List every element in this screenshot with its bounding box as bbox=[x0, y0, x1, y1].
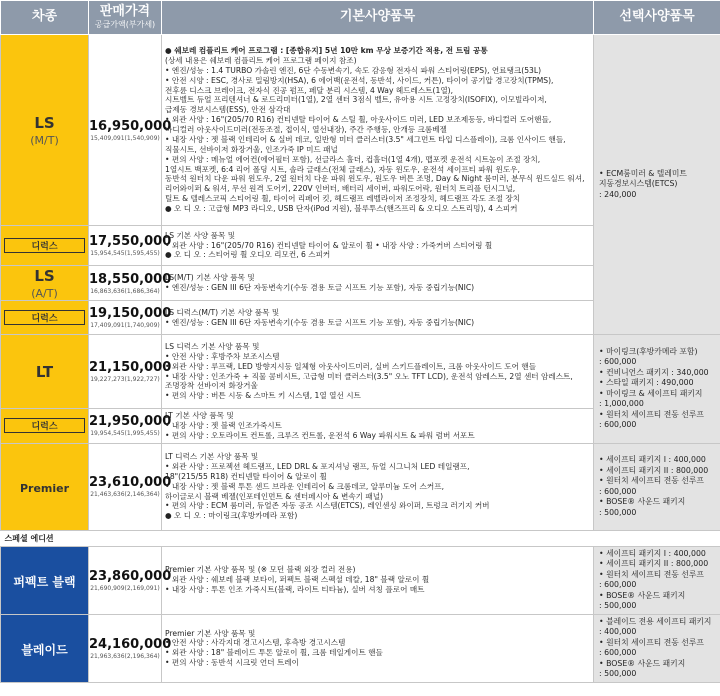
spec-line: • 내장 사양 : 투톤 인조 가죽시트(블랙, 라이트 티타늄), 실버 셔칭 플로어 매트 bbox=[165, 585, 425, 595]
option-line: : 600,000 bbox=[599, 420, 637, 430]
price-value: 21,950,000 bbox=[89, 414, 172, 430]
section-label: 스페셜 에디션 bbox=[1, 530, 720, 546]
option-line: : 600,000 bbox=[599, 486, 637, 496]
spec-line: 틸트 & 텔레스코픽 스티어링 휠, 타이어 리페어 킷, 헤드램프 레벨라이저 조정장치, 헤드램프 각도 조절 장치 bbox=[165, 194, 521, 204]
option-line: • ECM룸미러 & 텔레미트 bbox=[599, 168, 687, 178]
basic-spec-cell bbox=[162, 614, 594, 682]
option-line: • 원터치 세이프티 전동 선루프 bbox=[599, 476, 704, 486]
option-line: : 500,000 bbox=[599, 669, 637, 679]
model-cell bbox=[1, 546, 89, 614]
price-supply: 15,409,091(1,540,909) bbox=[90, 134, 160, 142]
spec-line: LS(M/T) 기본 사양 품목 및 bbox=[165, 273, 255, 283]
option-line: • 마이링크 & 세이프티 패키지 bbox=[599, 388, 703, 398]
spec-line: • 외관 사양 : 쉐보레 블랙 보타이, 퍼펙트 블랙 스펙셜 데칼, 18" 블랙 알로이 휠 bbox=[165, 575, 430, 585]
price-value: 19,150,000 bbox=[89, 306, 172, 321]
model-cell bbox=[1, 614, 89, 682]
price-supply: 19,954,545(1,995,455) bbox=[90, 430, 160, 438]
spec-line: • 엔진/성능 : 1.4 TURBO 가솔린 엔진, 6단 수동변속기, 속도 감응형 전자식 파워 스티어링(EPS), 연료탱크(53L) bbox=[165, 65, 542, 75]
basic-spec-cell bbox=[162, 301, 594, 335]
option-line: • BOSE® 사운드 패키지 bbox=[599, 590, 686, 600]
spec-line: • 편의 사양 : 동반석 시크릿 언더 트레이 bbox=[165, 658, 299, 668]
spec-line: • 편의 사양 : ECM 룸미러, 듀얼존 자동 공조 시스템(ETCS), 레인센싱 와이퍼, 트렁크 러기지 커버 bbox=[165, 501, 490, 511]
option-line: • 스타일 패키지 : 490,000 bbox=[599, 378, 694, 388]
spec-line: • 내장 사양 : 젯 블랙 인조가죽시트 bbox=[165, 420, 282, 430]
model-cell bbox=[1, 35, 89, 226]
option-cell bbox=[594, 335, 720, 444]
basic-spec-cell bbox=[162, 35, 594, 226]
spec-line: • 편의 사양 : 버튼 시동 & 스마트 키 시스템, 1열 열선 시트 bbox=[165, 391, 361, 401]
option-line: : 600,000 bbox=[599, 357, 637, 367]
option-line: 지동경보시스템(ETCS) bbox=[599, 179, 678, 189]
spec-line: 리어와이퍼 & 워셔, 무선 원격 도어키, 220V 인버터, 배터리 세이버, 파워도어락, 원터치 트리플 턴시그널, bbox=[165, 184, 516, 194]
price-cell bbox=[89, 266, 172, 301]
option-line: : 240,000 bbox=[599, 189, 637, 199]
spec-line: • 외관 사양 : 16"(205/70 R16) 컨티넨탈 타이어 & 알로이 휠 • 내장 사양 : 가죽커버 스티어링 휠 bbox=[165, 240, 493, 250]
spec-line: LS 디럭스 기본 사양 품목 및 bbox=[165, 341, 260, 351]
spec-line: LT 디럭스 기본 사양 품목 및 bbox=[165, 452, 259, 462]
spec-line: • 편의 사양 : 오토라이트 컨트롤, 크루즈 컨트롤, 운전석 6 Way 파워시트 & 파워 럼버 서포트 bbox=[165, 430, 475, 440]
header-price: 판매가격 공급가액(부가세) bbox=[89, 1, 162, 35]
spec-line: 시트벨트 듀얼 프리텐셔너 & 로드리미터(1열), 2열 센터 3점식 벨트, 유아용 시트 고정장치(ISOFIX), 이모빌라이저, bbox=[165, 95, 547, 105]
option-line: • 세이프티 패키지 I : 400,000 bbox=[599, 455, 706, 465]
price-cell bbox=[89, 614, 172, 682]
spec-line: 바디컬러 아웃사이드미러(전동조절, 접이식, 열선내장), 주간 주행등, 안개등 크롬베젤 bbox=[165, 125, 447, 135]
option-cell bbox=[594, 546, 720, 614]
option-line: • 블레이드 전용 세이프티 패키지 bbox=[599, 616, 712, 626]
price-value: 18,550,000 bbox=[89, 271, 172, 287]
option-line: • 원터치 세이프티 전동 선루프 bbox=[599, 569, 704, 579]
price-supply: 21,963,636(2,196,364) bbox=[90, 652, 160, 660]
spec-line: Premier 기본 사양 품목 및 bbox=[165, 628, 256, 638]
option-line: • 세이프티 패키지 II : 800,000 bbox=[599, 465, 709, 475]
price-value: 23,860,000 bbox=[89, 568, 172, 584]
price-cell bbox=[89, 409, 172, 444]
model-name: LS bbox=[34, 267, 55, 285]
basic-spec-cell bbox=[162, 335, 594, 409]
option-line: : 1,000,000 bbox=[599, 399, 644, 409]
price-value: 16,950,000 bbox=[89, 118, 172, 134]
spec-line: 1열시트 백포켓, 6:4 리어 폴딩 시트, 솔라 글래스(전체 글래스), 자동 윈도우, 운전석 세이프티 파워 윈도우, bbox=[165, 164, 520, 174]
model-cell bbox=[1, 409, 89, 444]
table-row bbox=[1, 443, 720, 530]
spec-line: 직물시트, 선바이저 화장거울, 인조가죽 IP 미드 패널 bbox=[165, 144, 338, 154]
model-name: 디럭스 bbox=[4, 310, 85, 325]
basic-spec-cell bbox=[162, 266, 594, 301]
spec-line: • 외관 사양 : 루프랙, LED 방향지시등 일체형 아웃사이드미러, 실버 스키드플레이트, 크롬 아웃사이드 도어 핸들 bbox=[165, 361, 537, 371]
option-line: • BOSE® 사운드 패키지 bbox=[599, 497, 686, 507]
basic-spec-cell bbox=[162, 443, 594, 530]
spec-line: • 외관 사양 : 16"(205/70 R16) 컨티넨탈 타이어 & 스틸 휠, 아웃사이드 미러, LED 보조제동등, 바디컬러 도어핸들, bbox=[165, 115, 552, 125]
model-transmission: (A/T) bbox=[31, 287, 58, 300]
spec-line: ● 오 디 오 : 마이링크(후방카메라 포함) bbox=[165, 511, 298, 521]
basic-spec-cell bbox=[162, 409, 594, 444]
table-row bbox=[1, 35, 720, 226]
model-cell bbox=[1, 443, 89, 530]
spec-line: ● 오 디 오 : 고급형 MP3 라디오, USB 단자(iPod 지원), 블루투스(핸즈프리 & 오디오 스트리밍), 4 스피커 bbox=[165, 203, 518, 213]
spec-line: • 안전 사양 : 후방주차 보조시스템 bbox=[165, 351, 280, 361]
price-supply: 15,954,545(1,595,455) bbox=[90, 250, 160, 257]
price-supply: 19,227,273(1,922,727) bbox=[90, 376, 160, 383]
spec-line: 18"(215/55 R18) 컨티넨탈 타이어 & 알로이 휠 bbox=[165, 471, 327, 481]
spec-line: • 엔진/성능 : GEN III 6단 자동변속기(수동 겸용 토글 시프트 기능 포함), 자동 중립기능(NIC) bbox=[165, 317, 475, 327]
price-cell bbox=[89, 226, 172, 266]
option-line: : 400,000 bbox=[599, 627, 637, 637]
spec-line: • 내장 사양 : 인조가죽 + 직물 콤비시트, 고급형 미터 클러스터(3.5" 오노 TFT LCD), 운전석 암레스트, 2열 센터 암레스트, bbox=[165, 371, 573, 381]
spec-line: 조명장착 선바이저 화장거울 bbox=[165, 381, 258, 391]
price-supply: 21,690,909(2,169,091) bbox=[90, 584, 160, 592]
option-line: • 마이링크(후방카메라 포함) bbox=[599, 346, 698, 356]
option-line: • 세이프티 패키지 I : 400,000 bbox=[599, 548, 706, 558]
model-name: 디럭스 bbox=[4, 238, 85, 253]
price-cell bbox=[89, 35, 172, 226]
price-value: 23,610,000 bbox=[89, 475, 172, 491]
option-line: : 600,000 bbox=[599, 648, 637, 658]
option-line: • 원터치 세이프티 전동 선루프 bbox=[599, 637, 704, 647]
spec-line: • 외관 사양 : 18" 블레이드 투톤 알로이 휠, 크롬 테일게이트 핸들 bbox=[165, 648, 383, 658]
option-line: : 500,000 bbox=[599, 507, 637, 517]
spec-line: • 내장 사양 : 젯 블랙 투톤 센드 브라운 인테리어 & 크롬데코, 알루미늄 도어 스커프, bbox=[165, 481, 444, 491]
table-row bbox=[1, 335, 720, 409]
model-cell bbox=[1, 266, 89, 301]
model-name: 블레이드 bbox=[21, 642, 68, 657]
price-supply: 16,863,636(1,686,364) bbox=[90, 287, 160, 295]
spec-line: ● 쉐보레 컴플리트 케어 프로그램 : [종합유지] 5년 10만 km 무상 보증기간 적용, 전 트림 공통 bbox=[165, 46, 488, 56]
header-model: 차종 bbox=[1, 1, 89, 35]
price-value: 17,550,000 bbox=[89, 234, 172, 249]
spec-line: 동반석 원터치 다운 파워 윈도우, 2열 원터치 다운 파워 윈도우, 원도우 버튼 조명, Day & Night 룸미러, 분무식 윈드실드 워셔, bbox=[165, 174, 585, 184]
price-value: 21,150,000 bbox=[89, 360, 172, 375]
spec-line: 급제동 경보시스템(ESS), 안전 삼각대 bbox=[165, 105, 291, 115]
price-cell bbox=[89, 546, 172, 614]
option-line: : 500,000 bbox=[599, 601, 637, 611]
option-line: • 원터치 세이프티 전동 선루프 bbox=[599, 409, 704, 419]
price-supply: 17,409,091(1,740,909) bbox=[90, 322, 160, 329]
price-cell bbox=[89, 443, 172, 530]
table-row bbox=[1, 546, 720, 614]
model-name: LT bbox=[35, 363, 54, 381]
option-line: : 600,000 bbox=[599, 580, 637, 590]
price-cell bbox=[89, 301, 172, 335]
model-name: 디럭스 bbox=[4, 418, 85, 433]
spec-line: ● 오 디 오 : 스티어링 휠 오디오 리모컨, 6 스피커 bbox=[165, 250, 331, 260]
price-cell bbox=[89, 335, 172, 409]
option-line: • 세이프티 패키지 II : 800,000 bbox=[599, 559, 709, 569]
basic-spec-cell bbox=[162, 546, 594, 614]
header-basic: 기본사양품목 bbox=[162, 1, 594, 35]
option-cell bbox=[594, 614, 720, 682]
spec-line: • 편의 사양 : 메뉴얼 에어컨(에어필터 포함), 선글라스 홀더, 컵홀더(1열 4개), 맵포켓 운전석 시트높이 조절 장치, bbox=[165, 154, 541, 164]
spec-line: • 안전 시양 : ESC, 경사로 밀림방지(HSA), 6 에어백(운전석, 동반석, 사이드, 커튼), 타이어 공기압 경고장치(TPMS), bbox=[165, 75, 554, 85]
spec-line: • 엔진/성능 : GEN III 6단 자동변속기(수동 겸용 토글 시프트 기능 포함), 자동 중립기능(NIC) bbox=[165, 283, 475, 292]
spec-line: LT 기본 사양 품목 및 bbox=[165, 411, 234, 420]
option-line: • BOSE® 사운드 패키지 bbox=[599, 658, 686, 668]
option-line: • 컨비니언스 패키지 : 340,000 bbox=[599, 367, 709, 377]
price-value: 24,160,000 bbox=[89, 636, 172, 652]
header-option: 선택사양품목 bbox=[594, 1, 720, 35]
table-row bbox=[1, 614, 720, 682]
model-name: Premier bbox=[19, 482, 70, 496]
spec-line: LS 기본 사양 품목 및 bbox=[165, 230, 236, 240]
spec-line: • 내장 사양 : 젯 블랙 인테리어 & 실버 데코, 일반형 미터 클러스터(3.5" 세그먼트 타입 디스플레이), 크롬 인사이드 핸들, bbox=[165, 134, 566, 144]
model-name: LS bbox=[34, 114, 55, 132]
model-cell bbox=[1, 226, 89, 266]
model-name: 퍼펙트 블랙 bbox=[13, 574, 76, 589]
spec-line: (상세 내용은 쉐보레 컴플리트 케어 프로그램 페이지 참조) bbox=[165, 56, 357, 66]
spec-line: 전후륜 디스크 브레이크, 전자식 진공 펌프, 페달 분리 시스템, 4 Way 헤드레스트(1열), bbox=[165, 85, 454, 95]
spec-line: Premier 기본 사양 품목 및 (※ 모던 블랙 외장 컬러 전용) bbox=[165, 565, 356, 575]
spec-line: • 외관 사양 : 프로젝션 헤드램프, LED DRL & 포지셔닝 램프, 듀얼 시그니처 LED 테일램프, bbox=[165, 461, 470, 471]
basic-spec-cell bbox=[162, 226, 594, 266]
model-transmission: (M/T) bbox=[30, 134, 59, 147]
option-cell bbox=[594, 443, 720, 530]
spec-line: LS 디럭스(M/T) 기본 사양 품목 및 bbox=[165, 307, 280, 317]
model-cell bbox=[1, 335, 89, 409]
model-cell bbox=[1, 301, 89, 335]
spec-line: • 안전 사양 : 사각지대 경고시스템, 후측방 경고시스템 bbox=[165, 638, 346, 648]
price-supply: 21,463,636(2,146,364) bbox=[90, 491, 160, 499]
option-cell bbox=[594, 35, 720, 335]
spec-line: 하이글로시 블랙 베젤(인포테인먼트 & 센터페시아 & 변속기 패널) bbox=[165, 491, 384, 501]
